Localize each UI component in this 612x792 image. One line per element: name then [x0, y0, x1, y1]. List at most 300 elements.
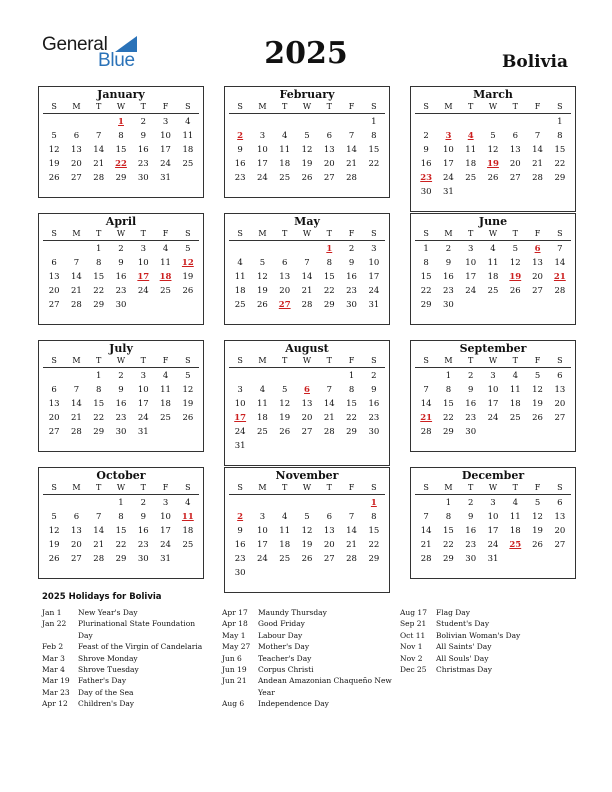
- empty-day: [251, 496, 273, 510]
- calendar-day: 9: [140, 512, 146, 522]
- calendar-day: 4: [162, 371, 169, 381]
- calendar-day: 12: [301, 145, 313, 155]
- holiday-item: [42, 618, 212, 641]
- month-name: August: [285, 342, 329, 355]
- calendar-day: 7: [326, 385, 332, 395]
- calendar-day: 27: [323, 173, 335, 183]
- calendar-day: 21: [71, 413, 82, 423]
- calendar-day: 14: [323, 399, 335, 409]
- empty-day: [296, 115, 318, 129]
- calendar-day: 29: [93, 300, 105, 310]
- calendar-day: 8: [371, 131, 377, 141]
- calendar-day: 9: [371, 385, 377, 395]
- empty-day: [318, 496, 340, 510]
- calendar-day: 27: [554, 540, 566, 550]
- calendar-day: 6: [557, 498, 563, 508]
- holiday-day: 1: [118, 117, 124, 127]
- weekday-label: M: [437, 355, 459, 368]
- empty-day: [415, 369, 437, 383]
- calendar-day: 6: [51, 258, 57, 268]
- calendar-day: 12: [532, 385, 543, 395]
- calendar-day: 26: [301, 554, 313, 564]
- calendar-day: 8: [445, 512, 452, 522]
- weekday-label: T: [318, 101, 340, 114]
- weekday-header: [39, 482, 203, 496]
- calendar-day: 30: [115, 300, 127, 310]
- weekday-label: S: [549, 101, 571, 114]
- weekday-header: [411, 355, 575, 369]
- calendar-day: 18: [509, 526, 521, 536]
- weekday-label: F: [340, 101, 362, 114]
- day-grid: [411, 496, 575, 566]
- calendar-day: 29: [420, 300, 432, 310]
- calendar-day: 9: [118, 385, 124, 395]
- weekday-label: T: [132, 228, 154, 241]
- weekday-label: T: [460, 101, 482, 114]
- weekday-label: S: [415, 101, 437, 114]
- calendar-day: 30: [115, 427, 127, 437]
- weekday-label: M: [65, 101, 87, 114]
- calendar-day: 16: [368, 399, 380, 409]
- empty-day: [274, 369, 296, 383]
- calendar-day: 24: [487, 540, 499, 550]
- calendar-day: 3: [140, 244, 146, 254]
- weekday-label: S: [549, 482, 571, 495]
- holiday-date: Nov 1: [400, 642, 423, 652]
- calendar-day: 26: [301, 173, 313, 183]
- calendar-day: 9: [118, 258, 124, 268]
- calendar-day: 19: [279, 413, 291, 423]
- weekday-header: [411, 482, 575, 496]
- calendar-day: 24: [257, 554, 268, 564]
- calendar-day: 2: [371, 371, 377, 381]
- holiday-name: New Year's Day: [78, 608, 138, 617]
- calendar-day: 6: [73, 512, 80, 522]
- calendar-day: 14: [420, 526, 432, 536]
- calendar-day: 20: [48, 286, 60, 296]
- calendar-day: 4: [512, 371, 518, 381]
- weekday-label: F: [526, 482, 548, 495]
- calendar-day: 22: [554, 159, 566, 169]
- day-grid: [411, 115, 575, 199]
- calendar-day: 15: [554, 145, 566, 155]
- empty-day: [482, 115, 504, 129]
- month-november: [224, 467, 390, 593]
- empty-day: [88, 115, 110, 129]
- holiday-name: Shrove Monday: [78, 653, 138, 663]
- calendar-day: 27: [71, 173, 82, 183]
- weekday-label: S: [43, 101, 65, 114]
- calendar-day: 10: [443, 145, 454, 155]
- calendar-day: 1: [445, 371, 452, 381]
- holiday-day: 6: [534, 244, 541, 254]
- calendar-day: 31: [234, 441, 246, 451]
- calendar-day: 25: [279, 173, 291, 183]
- weekday-label: M: [437, 228, 459, 241]
- holiday-day: 19: [509, 272, 522, 282]
- calendar-day: 13: [301, 399, 313, 409]
- calendar-day: 28: [71, 427, 82, 437]
- calendar-day: 13: [554, 385, 566, 395]
- calendar-day: 23: [346, 286, 357, 296]
- holiday-date: Mar 4: [42, 665, 65, 675]
- weekday-label: S: [549, 228, 571, 241]
- calendar-day: 14: [93, 526, 105, 536]
- weekday-label: M: [437, 482, 459, 495]
- day-grid: [225, 115, 389, 185]
- calendar-day: 13: [532, 258, 543, 268]
- calendar-day: 24: [137, 286, 149, 296]
- holiday-item: [42, 607, 212, 618]
- holiday-name: Labour Day: [258, 630, 303, 640]
- calendar-day: 14: [346, 526, 357, 536]
- calendar-day: 4: [162, 244, 169, 254]
- calendar-day: 25: [234, 300, 246, 310]
- calendar-day: 11: [279, 526, 291, 536]
- empty-day: [296, 242, 318, 256]
- calendar-day: 5: [185, 244, 191, 254]
- holiday-item: [222, 653, 392, 664]
- calendar-day: 11: [234, 272, 246, 282]
- calendar-day: 4: [490, 244, 496, 254]
- month-june: [410, 213, 576, 325]
- holiday-day: 27: [278, 300, 291, 310]
- calendar-day: 27: [554, 413, 566, 423]
- calendar-day: 27: [48, 427, 60, 437]
- calendar-day: 28: [420, 427, 432, 437]
- empty-day: [415, 115, 437, 129]
- calendar-day: 5: [259, 258, 266, 268]
- calendar-day: 28: [420, 554, 432, 564]
- calendar-day: 7: [348, 512, 355, 522]
- calendar-day: 7: [423, 385, 429, 395]
- holiday-column: [42, 607, 212, 710]
- empty-day: [504, 115, 526, 129]
- calendar-day: 24: [368, 286, 380, 296]
- calendar-day: 13: [48, 272, 60, 282]
- calendar-day: 25: [465, 173, 477, 183]
- weekday-label: F: [340, 355, 362, 368]
- calendar-day: 13: [554, 512, 566, 522]
- weekday-label: M: [251, 101, 273, 114]
- calendar-day: 7: [95, 512, 102, 522]
- calendar-day: 12: [48, 145, 60, 155]
- calendar-day: 6: [326, 131, 332, 141]
- weekday-label: T: [460, 228, 482, 241]
- weekday-header: [225, 355, 389, 369]
- calendar-day: 14: [554, 258, 566, 268]
- calendar-day: 10: [137, 385, 149, 395]
- holiday-date: Aug 17: [400, 608, 427, 617]
- weekday-header: [39, 355, 203, 369]
- weekday-header: [225, 101, 389, 115]
- calendar-day: 23: [465, 413, 477, 423]
- holiday-day: 17: [234, 413, 247, 423]
- calendar-day: 3: [259, 131, 266, 141]
- weekday-label: S: [177, 228, 199, 241]
- calendar-day: 24: [234, 427, 246, 437]
- calendar-day: 2: [140, 498, 146, 508]
- calendar-day: 1: [118, 498, 124, 508]
- calendar-day: 23: [115, 413, 127, 423]
- calendar-day: 29: [443, 427, 454, 437]
- holiday-name: Mother's Day: [258, 642, 310, 652]
- weekday-label: W: [482, 101, 504, 114]
- calendar-day: 22: [346, 413, 357, 423]
- empty-day: [251, 242, 273, 256]
- calendar-day: 18: [234, 286, 246, 296]
- calendar-day: 7: [557, 244, 563, 254]
- calendar-day: 5: [51, 512, 57, 522]
- calendar-day: 21: [93, 540, 105, 550]
- calendar-day: 9: [348, 258, 355, 268]
- empty-day: [43, 115, 65, 129]
- calendar-day: 26: [487, 173, 499, 183]
- month-august: [224, 340, 390, 466]
- holiday-item: [222, 607, 392, 618]
- weekday-label: T: [460, 355, 482, 368]
- calendar-day: 25: [279, 554, 291, 564]
- weekday-label: T: [132, 482, 154, 495]
- calendar-day: 9: [237, 145, 243, 155]
- calendar-day: 21: [301, 286, 313, 296]
- calendar-day: 7: [304, 258, 310, 268]
- holiday-date: Apr 12: [42, 699, 68, 709]
- calendar-day: 23: [443, 286, 454, 296]
- empty-day: [437, 115, 459, 129]
- calendar-day: 29: [554, 173, 566, 183]
- calendar-day: 30: [137, 554, 149, 564]
- empty-day: [296, 369, 318, 383]
- holiday-date: Apr 18: [222, 619, 248, 629]
- holiday-day: 2: [237, 512, 244, 522]
- calendar-day: 30: [443, 300, 454, 310]
- holiday-column: [222, 607, 392, 710]
- weekday-header: [411, 101, 575, 115]
- weekday-label: T: [318, 228, 340, 241]
- calendar-day: 4: [512, 498, 518, 508]
- holiday-day: 17: [137, 272, 150, 282]
- calendar-day: 3: [140, 371, 146, 381]
- calendar-day: 6: [73, 131, 80, 141]
- weekday-label: M: [437, 101, 459, 114]
- calendar-day: 25: [509, 413, 521, 423]
- calendar-day: 19: [48, 540, 60, 550]
- weekday-label: W: [296, 355, 318, 368]
- month-april: [38, 213, 204, 325]
- weekday-label: F: [340, 482, 362, 495]
- empty-day: [65, 115, 87, 129]
- month-february: [224, 86, 390, 198]
- holiday-day: 22: [115, 159, 127, 169]
- empty-day: [88, 496, 110, 510]
- weekday-label: T: [318, 482, 340, 495]
- calendar-day: 25: [182, 540, 194, 550]
- calendar-day: 15: [115, 526, 127, 536]
- calendar-day: 8: [95, 258, 102, 268]
- calendar-day: 4: [237, 258, 243, 268]
- month-october: [38, 467, 204, 579]
- calendar-day: 8: [95, 385, 102, 395]
- calendar-day: 1: [95, 371, 102, 381]
- calendar-day: 28: [71, 300, 82, 310]
- calendar-day: 8: [326, 258, 332, 268]
- calendar-day: 6: [326, 512, 332, 522]
- calendar-day: 20: [71, 540, 82, 550]
- holiday-column: [400, 607, 570, 675]
- weekday-label: S: [229, 101, 251, 114]
- weekday-label: W: [482, 228, 504, 241]
- calendar-day: 20: [509, 159, 521, 169]
- holiday-day: 19: [487, 159, 499, 169]
- day-grid: [39, 496, 203, 566]
- holiday-date: Nov 2: [400, 653, 423, 663]
- calendar-day: 23: [465, 540, 477, 550]
- calendar-day: 31: [160, 554, 171, 564]
- calendar-day: 5: [304, 512, 310, 522]
- holiday-day: 4: [467, 131, 474, 141]
- calendar-day: 11: [465, 145, 477, 155]
- calendar-day: 10: [160, 131, 171, 141]
- calendar-day: 24: [487, 413, 499, 423]
- calendar-day: 23: [234, 554, 246, 564]
- empty-day: [65, 496, 87, 510]
- empty-day: [296, 496, 318, 510]
- calendar-day: 7: [73, 258, 80, 268]
- calendar-day: 5: [512, 244, 518, 254]
- calendar-day: 4: [281, 131, 288, 141]
- month-name: April: [105, 215, 137, 228]
- calendar-day: 26: [509, 286, 521, 296]
- calendar-day: 20: [301, 413, 313, 423]
- calendar-day: 20: [532, 272, 543, 282]
- holiday-name: Corpus Christi: [258, 665, 314, 675]
- calendar-day: 22: [93, 286, 105, 296]
- calendar-day: 16: [465, 526, 477, 536]
- calendar-day: 17: [487, 399, 499, 409]
- holiday-name: Good Friday: [258, 619, 305, 629]
- calendar-day: 30: [420, 187, 432, 197]
- holiday-item: [42, 698, 212, 709]
- holiday-item: [400, 630, 570, 641]
- month-september: [410, 340, 576, 452]
- calendar-day: 17: [465, 272, 477, 282]
- calendar-day: 12: [509, 258, 521, 268]
- calendar-day: 8: [557, 131, 563, 141]
- calendar-day: 23: [137, 159, 149, 169]
- calendar-day: 29: [368, 554, 380, 564]
- calendar-day: 2: [467, 371, 474, 381]
- calendar-day: 4: [185, 117, 191, 127]
- calendar-day: 12: [301, 526, 313, 536]
- holiday-date: Mar 19: [42, 676, 70, 686]
- empty-day: [251, 369, 273, 383]
- weekday-label: S: [229, 228, 251, 241]
- holiday-name: Day of the Sea: [78, 687, 134, 697]
- empty-day: [274, 496, 296, 510]
- calendar-day: 24: [160, 159, 171, 169]
- holiday-name: Flag Day: [436, 608, 470, 617]
- holiday-date: Oct 11: [400, 630, 426, 640]
- day-grid: [39, 115, 203, 185]
- calendar-day: 9: [467, 385, 474, 395]
- holiday-date: Sep 21: [400, 619, 427, 629]
- holiday-day: 23: [420, 173, 433, 183]
- calendar-day: 22: [93, 413, 105, 423]
- weekday-label: M: [65, 482, 87, 495]
- calendar-day: 11: [487, 258, 499, 268]
- calendar-day: 19: [182, 399, 194, 409]
- calendar-day: 3: [490, 371, 496, 381]
- calendar-day: 18: [465, 159, 477, 169]
- calendar-day: 23: [368, 413, 380, 423]
- calendar-day: 2: [467, 498, 474, 508]
- day-grid: [411, 242, 575, 312]
- calendar-day: 22: [368, 159, 380, 169]
- empty-day: [43, 242, 65, 256]
- calendar-day: 21: [346, 540, 357, 550]
- calendar-day: 3: [162, 498, 169, 508]
- weekday-label: S: [415, 482, 437, 495]
- calendar-day: 17: [368, 272, 380, 282]
- calendar-day: 2: [348, 244, 355, 254]
- calendar-day: 7: [423, 512, 429, 522]
- calendar-day: 24: [465, 286, 477, 296]
- calendar-day: 22: [323, 286, 335, 296]
- holidays-title: 2025 Holidays for Bolivia: [42, 592, 162, 602]
- calendar-day: 14: [346, 145, 357, 155]
- calendar-day: 10: [137, 258, 149, 268]
- holiday-item: [222, 698, 392, 709]
- holiday-day: 18: [159, 272, 172, 282]
- calendar-day: 17: [160, 145, 171, 155]
- calendar-day: 23: [137, 540, 149, 550]
- calendar-day: 4: [259, 385, 266, 395]
- weekday-label: W: [110, 482, 132, 495]
- weekday-label: T: [504, 228, 526, 241]
- calendar-day: 20: [554, 526, 566, 536]
- weekday-header: [39, 228, 203, 242]
- calendar-day: 24: [443, 173, 454, 183]
- logo-general-text: General: [42, 34, 108, 55]
- empty-day: [460, 115, 482, 129]
- calendar-day: 10: [257, 145, 268, 155]
- calendar-day: 26: [48, 173, 60, 183]
- holiday-day: 25: [509, 540, 522, 550]
- weekday-label: S: [549, 355, 571, 368]
- day-grid: [225, 242, 389, 312]
- calendar-day: 18: [279, 159, 291, 169]
- calendar-day: 1: [423, 244, 429, 254]
- calendar-day: 31: [137, 427, 149, 437]
- calendar-day: 10: [465, 258, 477, 268]
- weekday-label: M: [65, 228, 87, 241]
- calendar-day: 29: [115, 173, 127, 183]
- weekday-label: M: [251, 228, 273, 241]
- weekday-label: S: [363, 101, 385, 114]
- empty-day: [340, 115, 362, 129]
- empty-day: [274, 115, 296, 129]
- holiday-item: [222, 641, 392, 652]
- holiday-date: Jan 1: [42, 608, 62, 617]
- weekday-label: W: [296, 228, 318, 241]
- calendar-day: 28: [93, 554, 105, 564]
- weekday-label: S: [177, 482, 199, 495]
- calendar-day: 15: [346, 399, 357, 409]
- weekday-label: T: [132, 355, 154, 368]
- calendar-day: 21: [420, 540, 432, 550]
- country-name: Bolivia: [502, 52, 568, 72]
